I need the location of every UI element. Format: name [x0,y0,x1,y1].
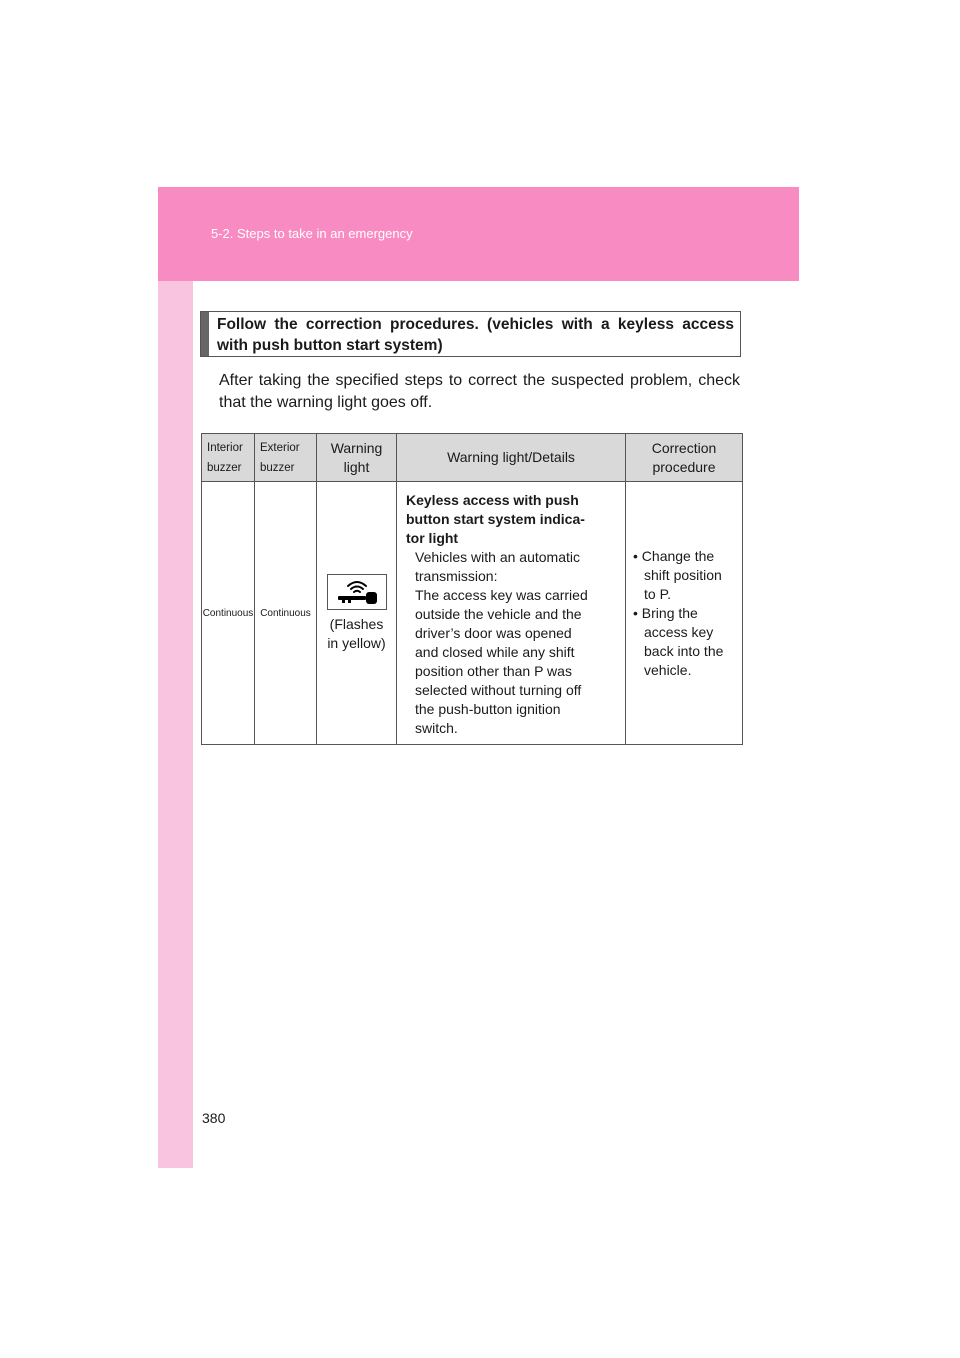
table-row [202,482,743,745]
details-line: switch. [415,720,458,736]
warning-table [201,433,743,745]
header-warning-light [317,434,397,482]
header-exterior-buzzer [255,434,317,482]
correction-item-key: • Bring the access key back into the vehicle. [633,604,724,678]
header-interior-line1: Interior [207,441,243,454]
details-line: outside the vehicle and the [415,606,582,622]
details-line: The access key was carried [415,587,588,603]
side-strip [158,187,193,1168]
details-title [406,491,617,548]
section-title-bar [201,312,209,356]
intro-text: After taking the specified steps to correct the suspected problem, check that the warning light goes off. [219,372,740,411]
header-correction-line2: procedure [652,458,716,475]
details-line: the push-button ignition [415,701,561,717]
section-title: Follow the correction procedures. (vehicles with a keyless access with push button start system) [217,316,734,354]
header-details: Warning light/Details [397,434,626,482]
details-line: selected without turning off [415,682,582,698]
cell-warning-light [317,482,397,745]
header-correction [626,434,743,482]
cell-interior-buzzer: Continuous [202,482,255,745]
table-header-row [202,434,743,482]
details-line: driver’s door was opened [415,625,572,641]
header-warning-line1: Warning [330,439,383,456]
header-interior-line2: buzzer [207,461,242,474]
light-note-line1: (Flashes [329,615,384,632]
correction-item-shift: • Change the shift position to P. [633,547,722,602]
section-title-box [200,311,741,357]
cell-details [397,482,626,745]
key-wireless-icon-graphic [334,578,380,606]
details-line: transmission: [415,568,498,584]
details-line: Vehicles with an automatic [415,549,580,565]
details-title-line3: tor light [406,530,459,546]
header-exterior-line1: Exterior [260,441,300,454]
details-line: position other than P was [415,663,572,679]
details-body [406,548,617,738]
header-warning-line2: light [343,458,370,475]
header-exterior-line2: buzzer [260,461,295,474]
header-interior-buzzer [202,434,255,482]
chapter-header: 5-2. Steps to take in an emergency [211,226,413,241]
key-wireless-icon [327,574,387,610]
header-correction-line1: Correction [651,439,717,456]
light-note-line2: in yellow) [327,634,386,651]
details-title-line1: Keyless access with push [406,492,579,508]
cell-correction [626,482,743,745]
page-number: 380 [202,1110,226,1126]
cell-exterior-buzzer: Continuous [255,482,317,745]
details-line: and closed while any shift [415,644,575,660]
details-title-line2: button start system indica- [406,511,585,527]
